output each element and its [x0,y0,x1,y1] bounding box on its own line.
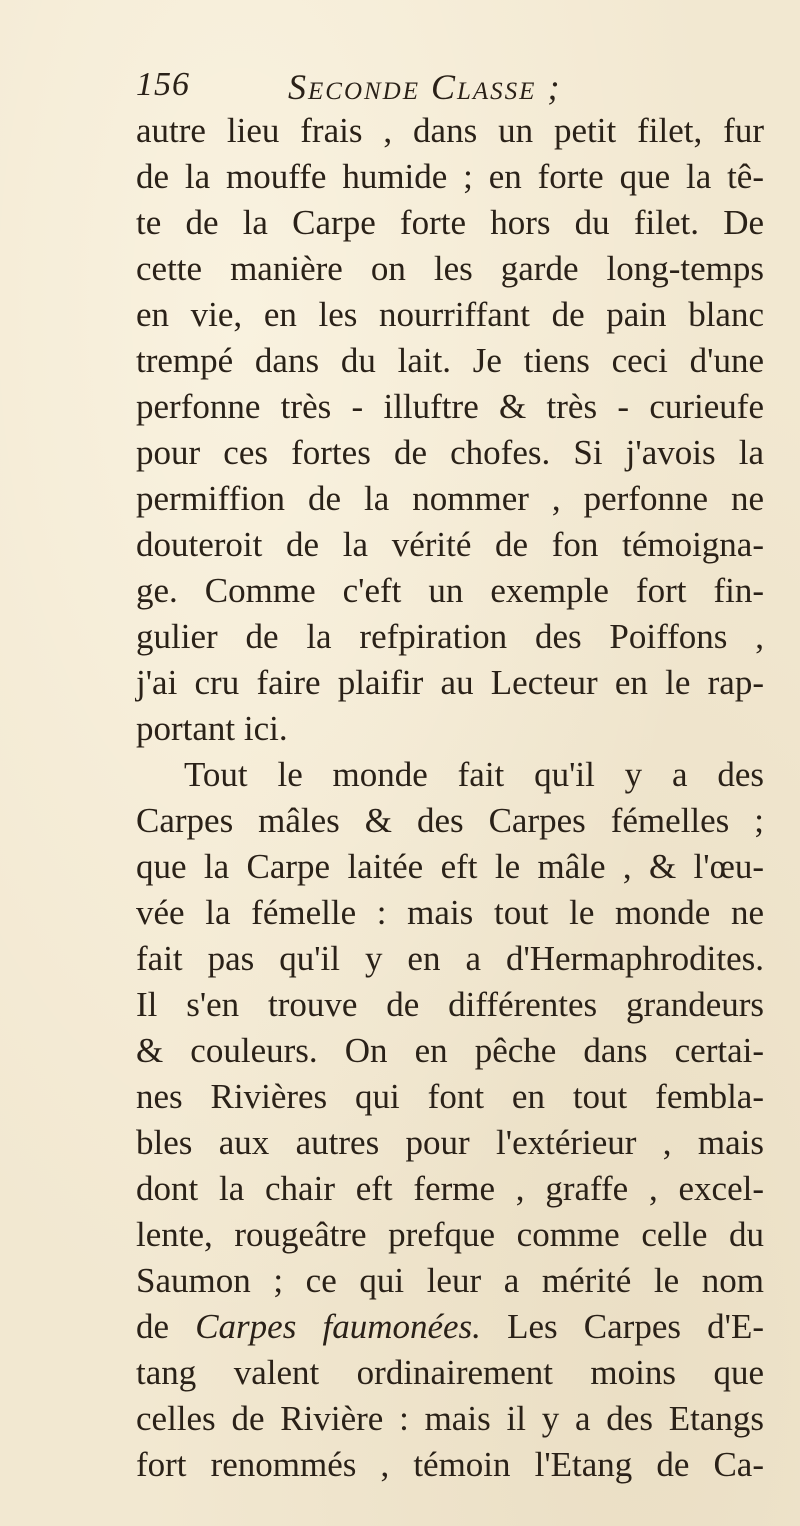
text-line: & couleurs. On en pêche dans certai- [136,1031,764,1070]
text-line: que la Carpe laitée eft le mâle , & l'œu- [136,847,764,886]
text-line: pour ces fortes de chofes. Si j'avois la [136,433,764,472]
text-line: autre lieu frais , dans un petit filet, fur [136,111,764,150]
text-line: Il s'en trouve de différentes grandeurs [136,985,764,1024]
text-line: fait pas qu'il y en a d'Hermaphrodites. [136,939,764,978]
paragraph-end-line: portant ici. [136,709,288,748]
text-line: te de la Carpe forte hors du filet. De [136,203,764,242]
text-line: bles aux autres pour l'extérieur , mais [136,1123,764,1162]
page-number: 156 [136,66,190,103]
text-line: gulier de la refpiration des Poiffons , [136,617,764,656]
text-line: nes Rivières qui font en tout fembla- [136,1077,764,1116]
text-line: trempé dans du lait. Je tiens ceci d'une [136,341,764,380]
text-line: de la mouffe humide ; en forte que la tê- [136,157,764,196]
text-line: douteroit de la vérité de fon témoigna- [136,525,764,564]
text-segment: Les Carpes d'E- [480,1307,764,1346]
text-line: perfonne très - illuftre & très - curieufe [136,387,764,426]
text-line: tang valent ordinairement moins que [136,1353,764,1392]
text-line: permiffion de la nommer , perfonne ne [136,479,764,518]
text-line: celles de Rivière : mais il y a des Etangs [136,1399,764,1438]
italic-term: Carpes faumonées. [195,1307,481,1346]
body-text [136,108,764,1488]
text-line: j'ai cru faire plaifir au Lecteur en le rap- [136,663,764,702]
text-line: vée la fémelle : mais tout le monde ne [136,893,764,932]
text-line-with-italic [136,1304,764,1350]
running-head: Seconde Classe ; [288,67,562,107]
text-line: Saumon ; ce qui leur a mérité le nom [136,1261,764,1300]
text-segment: de [136,1307,196,1346]
paragraph-start-line: Tout le monde fait qu'il y a des [184,755,764,794]
text-line: en vie, en les nourriffant de pain blanc [136,295,764,334]
text-line: cette manière on les garde long-temps [136,249,764,288]
text-line: ge. Comme c'eft un exemple fort fin- [136,571,764,610]
text-line: fort renommés , témoin l'Etang de Ca- [136,1445,764,1484]
text-line: dont la chair eft ferme , graffe , excel- [136,1169,764,1208]
text-line: Carpes mâles & des Carpes fémelles ; [136,801,764,840]
text-line: lente, rougeâtre prefque comme celle du [136,1215,764,1254]
